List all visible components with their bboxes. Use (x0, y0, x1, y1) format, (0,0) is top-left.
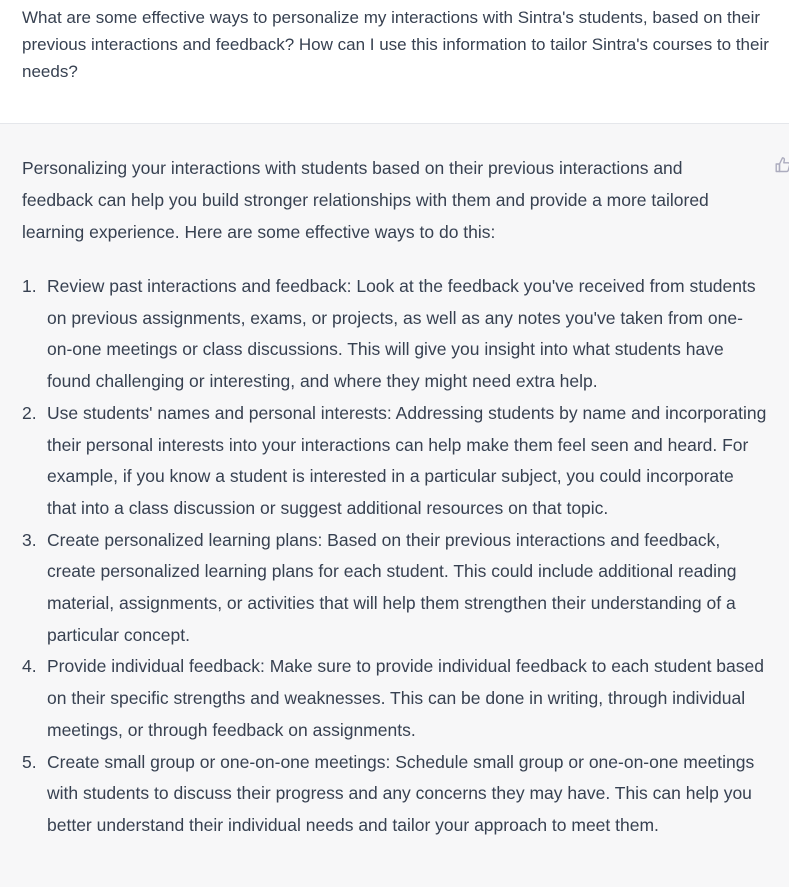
list-item-text: Use students' names and personal interests: Addressing students by name and incorporating their personal interests into your interactions can help make them feel seen and heard. For example, if you know a student is interested in a particular subject, you could incorporate that into a class discussion or suggest additional resources on that topic. (47, 402, 767, 518)
list-item-text: Provide individual feedback: Make sure to provide individual feedback to each student based on their specific strengths and weaknesses. This can be done in writing, through individual meetings, or through feedback on assignments. (47, 656, 764, 740)
list-item (22, 398, 767, 525)
list-item (22, 747, 767, 842)
list-item-number: 4. (22, 656, 37, 677)
list-item (22, 525, 767, 652)
list-item-number: 5. (22, 751, 37, 772)
list-item-text: Review past interactions and feedback: Look at the feedback you've received from students on previous assignments, exams, or projects, as well as any notes you've taken from one-on-one meetings or class discussions. This will give you insight into what students have found challenging or interesting, and where they might need extra help. (47, 276, 756, 392)
list-item-number: 2. (22, 402, 37, 423)
list-item-text: Create personalized learning plans: Based on their previous interactions and feedback, create personalized learning plans for each student. This could include additional reading material, assignments, or activities that will help them strengthen their understanding of a particular concept. (47, 529, 737, 645)
list-item (22, 651, 767, 746)
assistant-message (0, 124, 789, 887)
user-message (0, 0, 789, 124)
list-item (22, 271, 767, 398)
user-message-text: What are some effective ways to personalize my interactions with Sintra's students, based on their previous interactions and feedback? How can I use this information to tailor Sintra's courses to their needs? (22, 8, 769, 81)
thumbs-up-icon[interactable] (775, 156, 789, 174)
list-item-number: 1. (22, 276, 37, 296)
assistant-intro: Personalizing your interactions with students based on their previous interactions and feedback can help you build stronger relationships with them and provide a more tailored learning experience. Here are some effective ways to do this: (22, 158, 709, 242)
assistant-list (22, 271, 767, 842)
list-item-text: Create small group or one-on-one meetings: Schedule small group or one-on-one meetings with students to discuss their progress and any concerns they may have. This can help you better understand their individual needs and tailor your approach to meet them. (47, 751, 755, 835)
list-item-number: 3. (22, 529, 37, 550)
